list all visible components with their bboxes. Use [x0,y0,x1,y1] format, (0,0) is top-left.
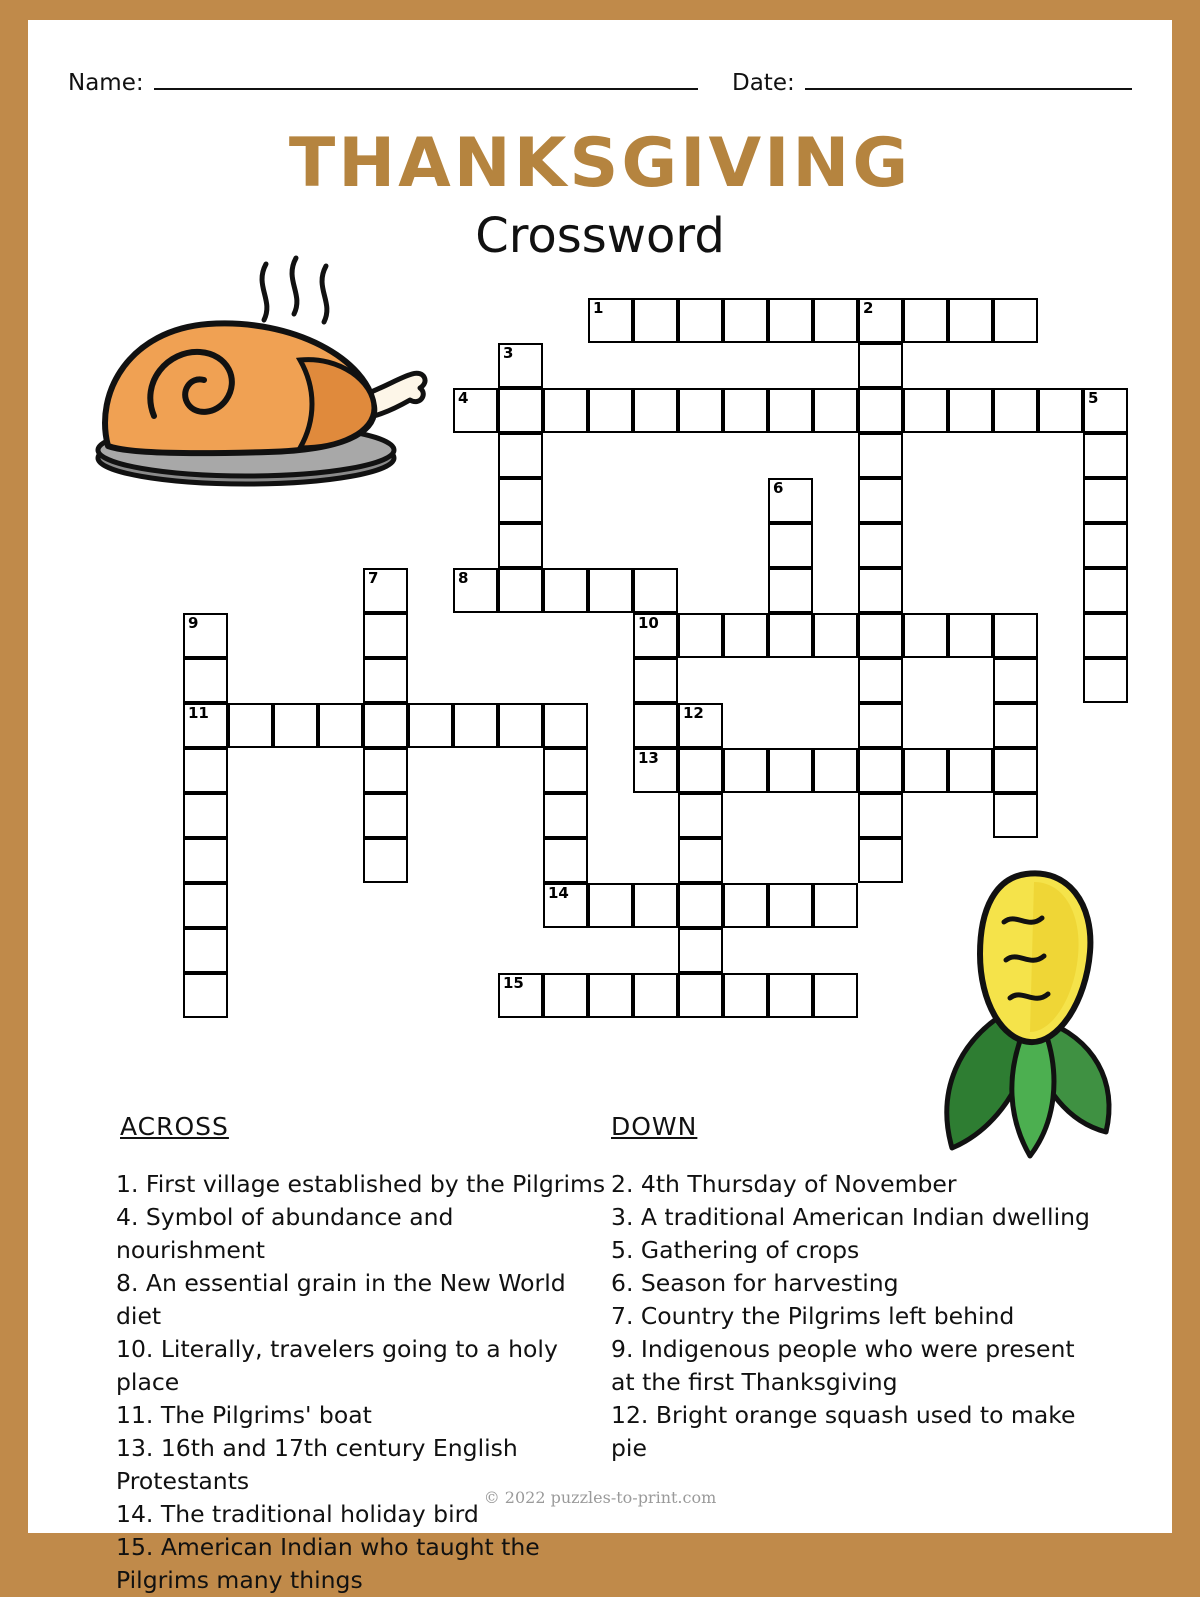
crossword-cell[interactable] [678,388,723,433]
crossword-cell[interactable] [543,973,588,1018]
crossword-cell[interactable] [543,838,588,883]
crossword-cell[interactable] [363,658,408,703]
crossword-cell[interactable] [813,883,858,928]
crossword-cell[interactable] [768,748,813,793]
crossword-cell[interactable] [768,523,813,568]
across-clue-item: 11. The Pilgrims' boat [116,1401,372,1429]
crossword-cell[interactable] [498,973,543,1018]
crossword-cell[interactable] [633,703,678,748]
crossword-cell[interactable] [723,613,768,658]
cell-number: 12 [683,704,704,722]
crossword-cell[interactable] [363,703,408,748]
crossword-cell[interactable] [948,748,993,793]
crossword-cell[interactable] [1083,523,1128,568]
across-clue-item: 13. 16th and 17th century English Protestants [116,1434,518,1495]
crossword-cell[interactable] [858,343,903,388]
down-clue-item: 9. Indigenous people who were present at the first Thanksgiving [611,1335,1075,1396]
crossword-cell[interactable] [543,703,588,748]
down-clue-item: 2. 4th Thursday of November [611,1170,957,1198]
crossword-cell[interactable] [543,568,588,613]
crossword-cell[interactable] [858,703,903,748]
across-clue-item: 4. Symbol of abundance and nourishment [116,1203,454,1264]
crossword-cell[interactable] [498,703,543,748]
down-clue-item: 6. Season for harvesting [611,1269,899,1297]
crossword-cell[interactable] [633,748,678,793]
crossword-cell[interactable] [768,613,813,658]
crossword-cell[interactable] [543,793,588,838]
crossword-cell[interactable] [903,613,948,658]
crossword-cell[interactable] [183,613,228,658]
crossword-cell[interactable] [858,658,903,703]
crossword-cell[interactable] [678,883,723,928]
crossword-cell[interactable] [633,658,678,703]
crossword-cell[interactable] [273,703,318,748]
crossword-cell[interactable] [768,478,813,523]
crossword-cell[interactable] [993,613,1038,658]
crossword-cell[interactable] [768,568,813,613]
crossword-cell[interactable] [858,523,903,568]
down-heading: DOWN [611,1112,698,1141]
crossword-cell[interactable] [588,298,633,343]
crossword-cell[interactable] [453,568,498,613]
crossword-cell[interactable] [678,793,723,838]
crossword-cell[interactable] [993,793,1038,838]
crossword-cell[interactable] [678,298,723,343]
crossword-cell[interactable] [588,883,633,928]
crossword-cell[interactable] [1083,658,1128,703]
down-clue-item: 12. Bright orange squash used to make pie [611,1401,1076,1462]
footer-copyright: © 2022 puzzles-to-print.com [483,1488,717,1507]
crossword-cell[interactable] [858,433,903,478]
across-clue-list [116,1168,606,1597]
crossword-cell[interactable] [723,298,768,343]
cell-number: 1 [593,299,604,317]
crossword-cell[interactable] [768,298,813,343]
crossword-cell[interactable] [543,748,588,793]
cell-number: 9 [188,614,199,632]
crossword-cell[interactable] [678,703,723,748]
crossword-cell[interactable] [813,388,858,433]
crossword-cell[interactable] [903,298,948,343]
crossword-cell[interactable] [993,658,1038,703]
crossword-cell[interactable] [678,928,723,973]
crossword-cell[interactable] [858,388,903,433]
crossword-cell[interactable] [768,883,813,928]
crossword-cell[interactable] [363,793,408,838]
crossword-cell[interactable] [813,973,858,1018]
crossword-cell[interactable] [1083,613,1128,658]
crossword-cell[interactable] [723,973,768,1018]
crossword-cell[interactable] [723,388,768,433]
cell-number: 13 [638,749,659,767]
cell-number: 3 [503,344,514,362]
crossword-cell[interactable] [948,613,993,658]
crossword-cell[interactable] [183,973,228,1018]
crossword-cell[interactable] [183,883,228,928]
crossword-cell[interactable] [993,748,1038,793]
crossword-cell[interactable] [498,343,543,388]
crossword-cell[interactable] [183,928,228,973]
crossword-cell[interactable] [588,973,633,1018]
across-clue-item: 8. An essential grain in the New World diet [116,1269,566,1330]
crossword-cell[interactable] [813,613,858,658]
crossword-cell[interactable] [858,838,903,883]
crossword-cell[interactable] [318,703,363,748]
crossword-cell[interactable] [183,793,228,838]
across-clue-item: 1. First village established by the Pilgrims [116,1170,606,1198]
crossword-cell[interactable] [768,973,813,1018]
cell-number: 14 [548,884,569,902]
crossword-cell[interactable] [1083,433,1128,478]
crossword-cell[interactable] [813,748,858,793]
cell-number: 7 [368,569,379,587]
crossword-cell[interactable] [498,478,543,523]
crossword-cell[interactable] [363,568,408,613]
crossword-cell[interactable] [1038,388,1083,433]
name-label: Name: [68,70,144,96]
crossword-cell[interactable] [183,703,228,748]
down-clue-item: 3. A traditional American Indian dwelling [611,1203,1090,1231]
page-subtitle: Crossword [475,208,725,264]
cell-number: 4 [458,389,469,407]
crossword-cell[interactable] [543,388,588,433]
crossword-cell[interactable] [498,433,543,478]
crossword-cell[interactable] [1083,568,1128,613]
cell-number: 11 [188,704,209,722]
crossword-cell[interactable] [948,298,993,343]
crossword-cell[interactable] [858,298,903,343]
down-clue-list [611,1168,1101,1465]
worksheet-page [28,20,1172,1594]
crossword-cell[interactable] [903,748,948,793]
crossword-cell[interactable] [633,883,678,928]
crossword-cell[interactable] [633,388,678,433]
cell-number: 8 [458,569,469,587]
cell-number: 6 [773,479,784,497]
crossword-cell[interactable] [363,613,408,658]
crossword-cell[interactable] [1083,478,1128,523]
crossword-cell[interactable] [678,748,723,793]
crossword-cell[interactable] [633,973,678,1018]
crossword-cell[interactable] [1083,388,1128,433]
crossword-cell[interactable] [858,613,903,658]
crossword-cell[interactable] [363,748,408,793]
across-clue-item: 10. Literally, travelers going to a holy place [116,1335,558,1396]
crossword-cell[interactable] [183,748,228,793]
crossword-cell[interactable] [948,388,993,433]
crossword-cell[interactable] [813,298,858,343]
crossword-cell[interactable] [183,838,228,883]
crossword-cell[interactable] [228,703,273,748]
crossword-cell[interactable] [498,523,543,568]
crossword-cell[interactable] [678,613,723,658]
down-clue-item: 7. Country the Pilgrims left behind [611,1302,1015,1330]
cell-number: 10 [638,614,659,632]
crossword-cell[interactable] [993,388,1038,433]
crossword-cell[interactable] [453,388,498,433]
crossword-cell[interactable] [588,568,633,613]
cell-number: 15 [503,974,524,992]
crossword-cell[interactable] [723,883,768,928]
across-clue-item: 15. American Indian who taught the Pilgrims many things [116,1533,540,1594]
crossword-cell[interactable] [678,973,723,1018]
crossword-cell[interactable] [993,703,1038,748]
crossword-cell[interactable] [723,748,768,793]
page-title: THANKSGIVING [288,124,912,203]
crossword-cell[interactable] [498,568,543,613]
crossword-cell[interactable] [858,748,903,793]
crossword-cell[interactable] [678,838,723,883]
crossword-cell[interactable] [633,613,678,658]
cell-number: 5 [1088,389,1099,407]
crossword-cell[interactable] [768,388,813,433]
crossword-cell[interactable] [363,838,408,883]
crossword-cell[interactable] [408,703,453,748]
crossword-cell[interactable] [633,568,678,613]
crossword-cell[interactable] [858,568,903,613]
crossword-cell[interactable] [858,478,903,523]
across-clue-item: 14. The traditional holiday bird [116,1500,479,1528]
date-label: Date: [732,70,795,96]
across-heading: ACROSS [120,1112,229,1141]
crossword-cell[interactable] [858,793,903,838]
cell-number: 2 [863,299,874,317]
crossword-cell[interactable] [498,388,543,433]
crossword-cell[interactable] [588,388,633,433]
crossword-cell[interactable] [903,388,948,433]
crossword-cell[interactable] [183,658,228,703]
crossword-cell[interactable] [453,703,498,748]
crossword-cell[interactable] [543,883,588,928]
crossword-cell[interactable] [633,298,678,343]
crossword-cell[interactable] [993,298,1038,343]
down-clue-item: 5. Gathering of crops [611,1236,860,1264]
